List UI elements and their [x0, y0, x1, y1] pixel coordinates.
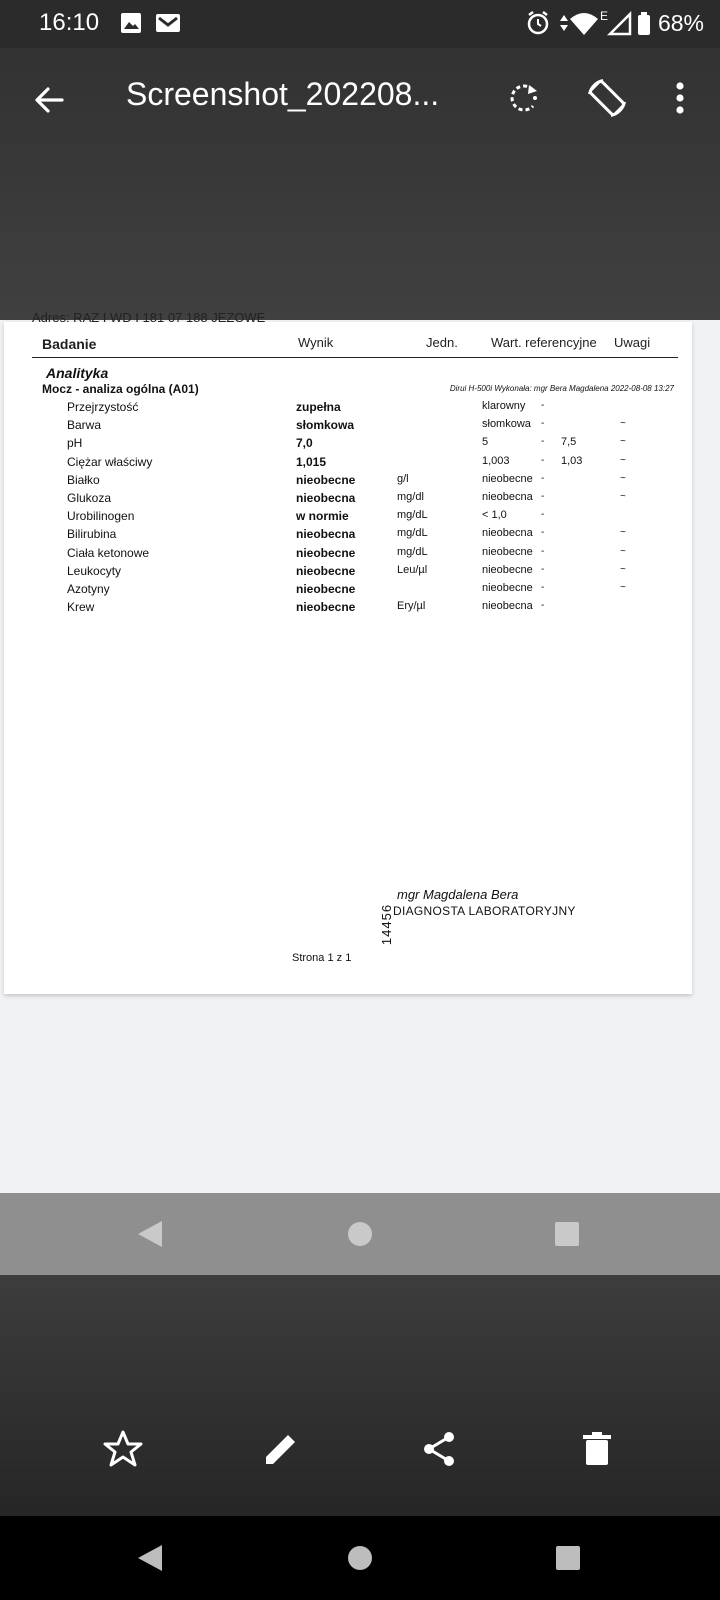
result-ref-min: nieobecna	[482, 491, 533, 503]
signature-title: DIAGNOSTA LABORATORYJNY	[393, 904, 576, 918]
result-ref-min: nieobecna	[482, 527, 533, 540]
page-number: Strona 1 z 1	[292, 952, 352, 964]
result-value: nieobecna	[296, 527, 356, 542]
battery-icon	[638, 12, 650, 35]
result-ref-max: 1,03	[561, 454, 583, 467]
result-value: zupełna	[296, 400, 341, 414]
result-name: Krew	[67, 600, 95, 615]
edit-button[interactable]	[257, 1425, 305, 1473]
bottom-action-bar	[0, 1275, 720, 1516]
result-note: ~	[620, 436, 626, 448]
table-row	[4, 400, 692, 418]
result-ref-dash: -	[541, 545, 545, 557]
table-row	[4, 546, 692, 564]
captured-nav-bar	[0, 1193, 720, 1275]
table-row	[4, 564, 692, 582]
table-row	[4, 455, 692, 473]
table-row	[4, 600, 692, 618]
result-value: 7,0	[296, 436, 313, 451]
result-ref-min: klarowny	[482, 400, 526, 412]
result-ref-dash: -	[541, 400, 545, 411]
more-vert-icon	[656, 74, 704, 122]
group-title: Mocz - analiza ogólna (A01)	[42, 382, 199, 396]
result-unit: Leu/µl	[397, 563, 428, 576]
result-ref-min: < 1,0	[482, 509, 507, 522]
header-jedn: Jedn.	[426, 335, 458, 350]
result-value: słomkowa	[296, 418, 355, 433]
status-bar	[0, 0, 720, 48]
result-value: nieobecne	[296, 545, 356, 560]
nav-back-button[interactable]	[126, 1534, 174, 1582]
screen-rotation-icon	[583, 74, 631, 122]
result-name: Bilirubina	[67, 527, 117, 542]
rotate-button[interactable]	[499, 74, 547, 122]
result-note: ~	[620, 563, 626, 575]
screen-rotation-button[interactable]	[583, 74, 631, 122]
share-button[interactable]	[415, 1425, 463, 1473]
result-value: nieobecne	[296, 600, 356, 615]
result-ref-min: 1,003	[482, 454, 510, 467]
more-options-button[interactable]	[656, 74, 704, 122]
wifi-icon	[570, 13, 598, 35]
table-row	[4, 509, 692, 527]
result-unit: Ery/µl	[397, 600, 426, 613]
captured-home-icon	[348, 1222, 372, 1246]
result-ref-min: nieobecne	[482, 545, 533, 558]
system-nav-bar	[0, 1516, 720, 1600]
result-ref-dash: -	[541, 509, 545, 521]
gmail-notification-icon	[156, 14, 180, 32]
result-value: nieobecne	[296, 563, 356, 578]
result-ref-dash: -	[541, 527, 545, 539]
data-arrows-icon	[560, 15, 568, 31]
signature-number: 14456	[379, 903, 395, 946]
result-value: nieobecne	[296, 472, 356, 487]
header-wynik: Wynik	[298, 335, 334, 350]
result-ref-min: słomkowa	[482, 418, 531, 431]
result-name: Urobilinogen	[67, 509, 135, 524]
nav-back-icon	[126, 1534, 174, 1582]
result-ref-dash: -	[541, 600, 545, 612]
result-ref-dash: -	[541, 582, 545, 593]
result-name: Glukoza	[67, 491, 112, 505]
result-name: pH	[67, 436, 83, 451]
nav-home-button[interactable]	[336, 1534, 384, 1582]
result-value: nieobecna	[296, 491, 356, 505]
table-row	[4, 418, 692, 436]
lab-report-document	[4, 310, 692, 994]
result-ref-dash: -	[541, 491, 545, 502]
result-unit: mg/dl	[397, 491, 424, 503]
signal-icon	[610, 14, 630, 34]
result-name: Barwa	[67, 418, 102, 433]
header-divider	[32, 357, 678, 358]
nav-recents-button[interactable]	[544, 1534, 592, 1582]
result-value: w normie	[296, 509, 349, 524]
pencil-icon	[257, 1425, 305, 1473]
result-note: ~	[620, 454, 626, 466]
header-badanie: Badanie	[42, 336, 97, 352]
result-ref-max: 7,5	[561, 436, 577, 449]
table-row	[4, 436, 692, 454]
delete-button[interactable]	[573, 1425, 621, 1473]
result-note: ~	[620, 582, 626, 593]
trash-icon	[573, 1425, 621, 1473]
screenshot-title: Screenshot_202208...	[126, 76, 440, 112]
result-ref-min: 5	[482, 436, 489, 449]
result-unit: mg/dL	[397, 527, 428, 540]
result-ref-min: nieobecne	[482, 563, 533, 576]
table-row	[4, 491, 692, 509]
result-ref-dash: -	[541, 563, 545, 575]
rotate-icon	[499, 74, 547, 122]
result-unit: mg/dL	[397, 545, 428, 558]
result-name: Leukocyty	[67, 563, 122, 578]
status-right-group	[526, 9, 704, 37]
network-type-label: E	[599, 9, 608, 23]
nav-home-icon	[336, 1534, 384, 1582]
table-row	[4, 527, 692, 545]
result-note: ~	[620, 545, 626, 557]
result-name: Ciała ketonowe	[67, 545, 150, 560]
captured-recents-icon	[555, 1222, 579, 1246]
address-partial: Adres: RAZ I WD I 181 07 188 JEZOWE	[32, 310, 266, 325]
result-ref-min: nieobecne	[482, 582, 533, 594]
signature-name: mgr Magdalena Bera	[397, 887, 519, 902]
nav-recents-icon	[544, 1534, 592, 1582]
app-toolbar	[0, 48, 720, 320]
result-unit: g/l	[397, 472, 409, 485]
result-value: nieobecne	[296, 582, 356, 596]
result-ref-dash: -	[541, 418, 545, 430]
star-outline-icon	[99, 1425, 147, 1473]
header-wart-ref: Wart. referencyjne	[491, 335, 597, 350]
result-ref-dash: -	[541, 454, 545, 466]
result-note: ~	[620, 472, 626, 484]
arrow-back-icon	[26, 76, 74, 124]
back-button[interactable]	[26, 76, 74, 124]
table-row	[4, 473, 692, 491]
status-notification-icons	[120, 11, 182, 40]
table-row	[4, 582, 692, 600]
result-ref-min: nieobecne	[482, 472, 533, 485]
result-name: Białko	[67, 472, 100, 487]
battery-percent: 68%	[657, 9, 704, 36]
section-title: Analityka	[46, 365, 109, 381]
share-icon	[415, 1425, 463, 1473]
alarm-icon	[529, 12, 547, 33]
result-unit: mg/dL	[397, 509, 428, 522]
result-ref-dash: -	[541, 436, 545, 448]
status-time: 16:10	[39, 9, 100, 36]
result-note: ~	[620, 527, 626, 539]
result-note: ~	[620, 418, 626, 430]
header-uwagi: Uwagi	[614, 335, 651, 350]
favorite-button[interactable]	[99, 1425, 147, 1473]
group-meta: Dirui H-500i Wykonała: mgr Bera Magdalena 2022-08-08 13:27	[449, 384, 674, 393]
captured-back-icon	[138, 1221, 162, 1247]
result-ref-min: nieobecna	[482, 600, 533, 613]
result-ref-dash: -	[541, 472, 545, 484]
result-name: Przejrzystość	[67, 400, 139, 414]
image-notification-icon	[121, 13, 141, 33]
result-name: Azotyny	[67, 582, 110, 596]
result-value: 1,015	[296, 454, 327, 469]
result-note: ~	[620, 491, 626, 502]
result-name: Ciężar właściwy	[67, 454, 153, 469]
